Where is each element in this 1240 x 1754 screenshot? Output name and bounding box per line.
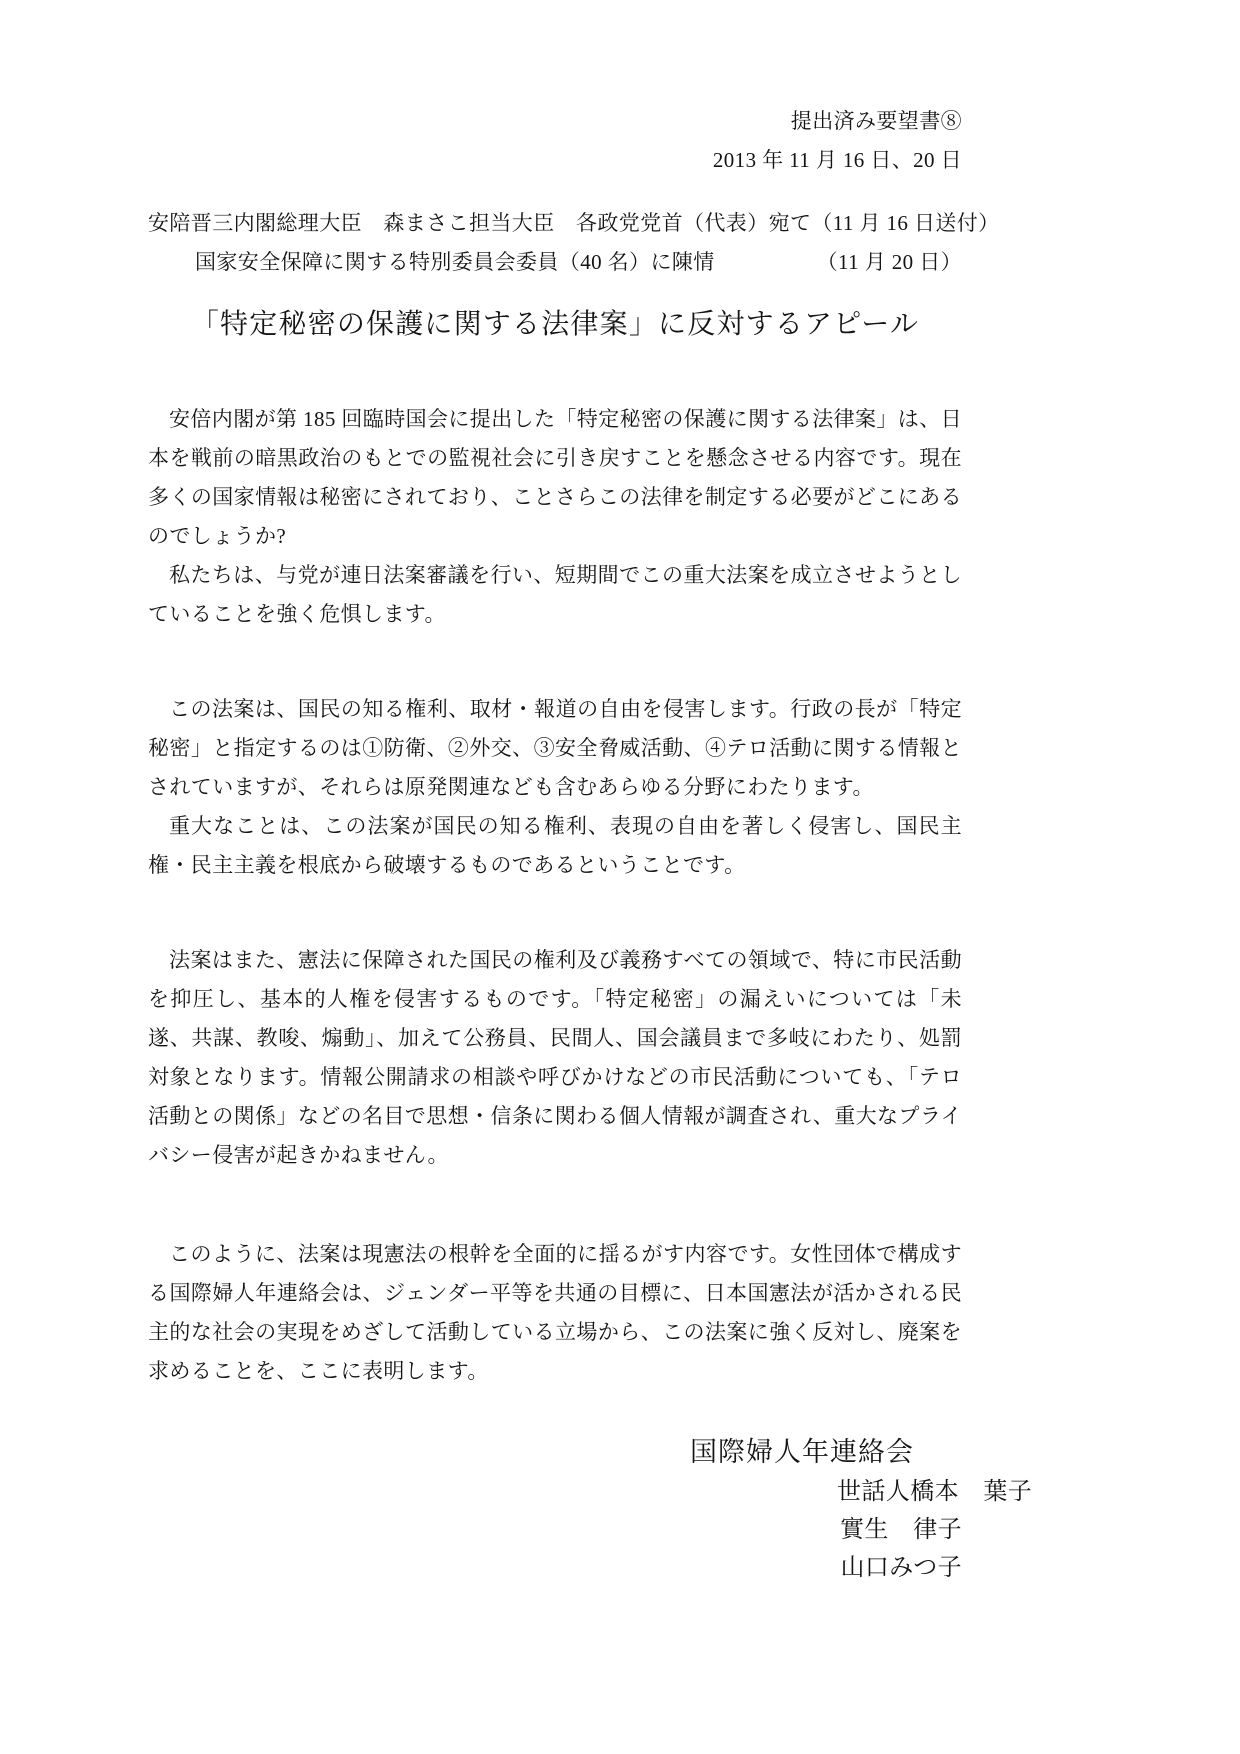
document-header [148, 102, 962, 180]
paragraph-6: このように、法案は現憲法の根幹を全面的に揺るがす内容です。女性団体で構成する国際婦人年連絡会は、ジェンダー平等を共通の目標に、日本国憲法が活かされる民主的な社会の実現をめざして活動している立場から、この法案に強く反対し、廃案を求めることを、ここに表明します。 [148, 1242, 962, 1383]
body-group-3 [148, 941, 962, 1175]
paragraph-5: 法案はまた、憲法に保障された国民の権利及び義務すべての領域で、特に市民活動を抑圧し、基本的人権を侵害するものです。「特定秘密」の漏えいについては「未遂、共謀、教唆、煽動」、加えて公務員、民間人、国会議員まで多岐にわたり、処罰対象となります。情報公開請求の相談や呼びかけなどの市民活動についても、「テロ活動との関係」などの名目で思想・信条に関わる個人情報が調査され、重大なプライバシー侵害が起きかねません。 [148, 948, 962, 1167]
paragraph-1: 安倍内閣が第 185 回臨時国会に提出した「特定秘密の保護に関する法律案」は、日本を戦前の暗黒政治のもとでの監視社会に引き戻すことを懸念させる内容です。現在多くの国家情報は秘密にされており、ことさらこの法律を制定する必要がどこにあるのでしょうか? [148, 407, 962, 548]
submitted-request-label: 提出済み要望書⑧ [790, 109, 962, 133]
body-group-1 [148, 400, 962, 634]
recipient-line-2-text: 国家安全保障に関する特別委員会委員（40 名）に陳情 [195, 250, 715, 274]
body-group-2 [148, 690, 962, 885]
document-title: 「特定秘密の保護に関する法律案」に反対するアピール [190, 309, 920, 340]
signature-row-2 [148, 1511, 962, 1549]
signature-row-3 [148, 1549, 962, 1587]
recipient-line-1: 安陪晋三内閣総理大臣 森まさこ担当大臣 各政党党首（代表）宛て（11 月 16 日送付） [148, 211, 1000, 235]
signature-block [148, 1431, 1033, 1587]
signature-row-1 [148, 1473, 1033, 1511]
recipient-line-2 [148, 243, 962, 282]
body-group-4 [148, 1235, 962, 1391]
signature-name-3: 山口みつ子 [840, 1555, 962, 1581]
paragraph-4: 重大なことは、この法案が国民の知る権利、表現の自由を著しく侵害し、国民主権・民主主義を根底から破壊するものであるということです。 [148, 814, 962, 877]
paragraph-3: この法案は、国民の知る権利、取材・報道の自由を侵害します。行政の長が「特定秘密」と指定するのは①防衛、②外交、③安全脅威活動、④テロ活動に関する情報とされていますが、それらは原発関連なども含むあらゆる分野にわたります。 [148, 697, 962, 799]
recipient-line-2-date: （11 月 20 日） [816, 250, 962, 274]
signature-name-1: 橋本 葉子 [910, 1479, 1033, 1505]
document-date: 2013 年 11 月 16 日、20 日 [712, 148, 962, 172]
signature-role: 世話人 [837, 1479, 911, 1505]
paragraph-2: 私たちは、与党が連日法案審議を行い、短期間でこの重大法案を成立させようとしていることを強く危惧します。 [148, 563, 962, 626]
signature-organization: 国際婦人年連絡会 [690, 1437, 914, 1467]
signature-name-2: 實生 律子 [840, 1517, 962, 1543]
recipients-block [148, 204, 1000, 282]
